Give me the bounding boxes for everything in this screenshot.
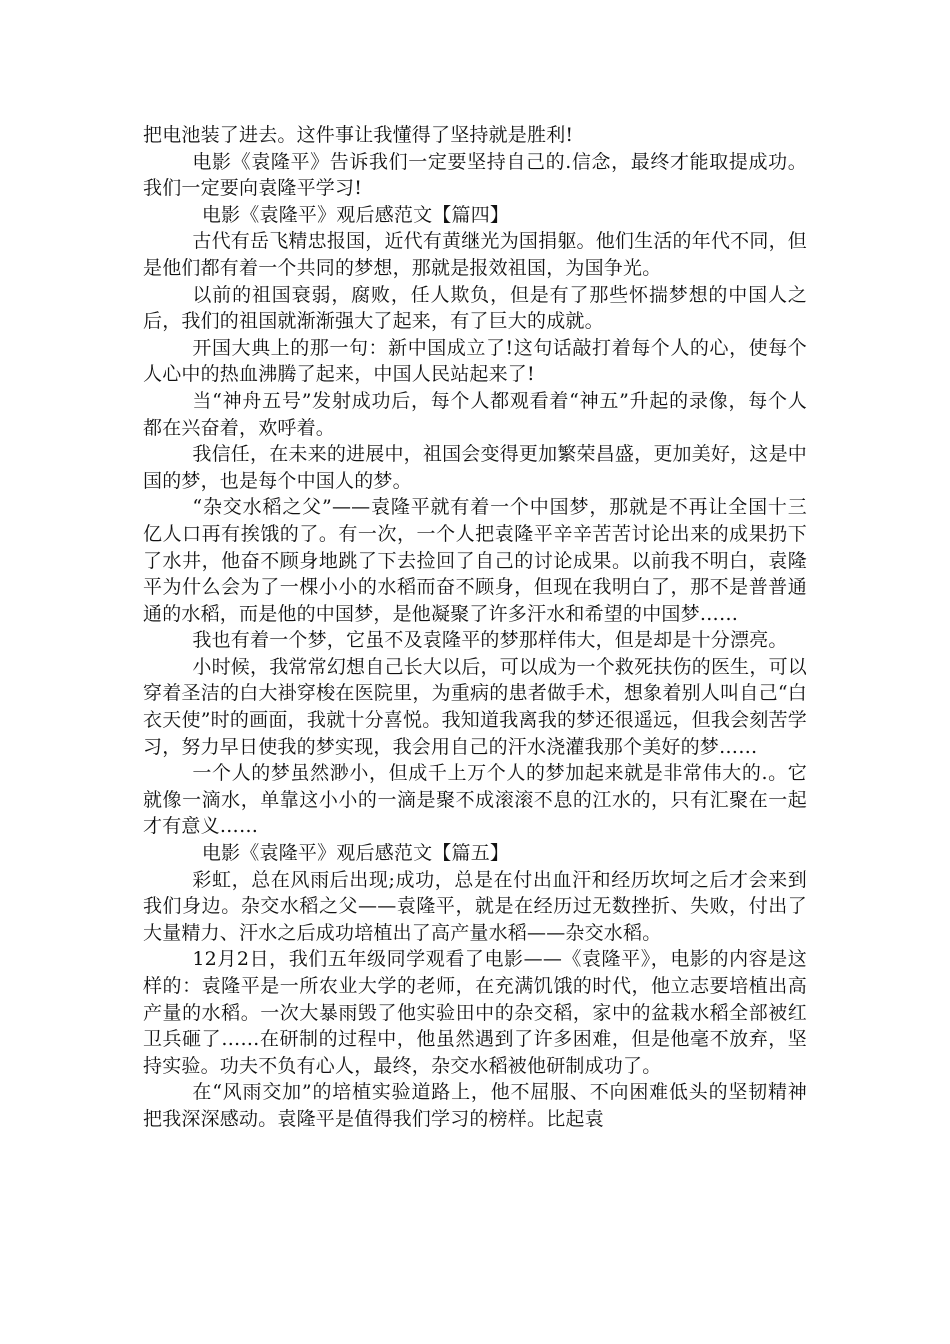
- paragraph: 开国大典上的那一句：新中国成立了!这句话敲打着每个人的心，使每个人心中的热血沸腾了起来，中国人民站起来了!: [143, 336, 807, 386]
- section-heading-5: 电影《袁隆平》观后感范文【篇五】: [201, 842, 510, 865]
- paragraph: 电影《袁隆平》告诉我们一定要坚持自己的.信念，最终才能取提成功。我们一定要向袁隆平学习!: [143, 150, 807, 200]
- paragraph: 当“神舟五号”发射成功后，每个人都观看着“神五”升起的录像，每个人都在兴奋着，欢呼着。: [143, 389, 807, 439]
- paragraph: 一个人的梦虽然渺小，但成千上万个人的梦加起来就是非常伟大的.。它就像一滴水，单靠这小小的一滴是聚不成滚滚不息的江水的，只有汇聚在一起才有意义……: [143, 762, 807, 838]
- paragraph: 在“风雨交加”的培植实验道路上，他不屈服、不向困难低头的坚韧精神把我深深感动。袁隆平是值得我们学习的榜样。比起袁: [143, 1081, 807, 1130]
- paragraph: 我也有着一个梦，它虽不及袁隆平的梦那样伟大，但是却是十分漂亮。: [192, 629, 788, 652]
- section-heading-4: 电影《袁隆平》观后感范文【篇四】: [201, 203, 510, 226]
- paragraph: 以前的祖国衰弱，腐败，任人欺负，但是有了那些怀揣梦想的中国人之后，我们的祖国就渐渐强大了起来，有了巨大的成就。: [143, 283, 807, 333]
- document-body: [143, 122, 807, 1133]
- paragraph: 古代有岳飞精忠报国，近代有黄继光为国捐躯。他们生活的年代不同，但是他们都有着一个共同的梦想，那就是报效祖国，为国争光。: [143, 230, 807, 279]
- paragraph: 我信任，在未来的进展中，祖国会变得更加繁荣昌盛，更加美好，这是中国的梦，也是每个中国人的梦。: [143, 443, 807, 492]
- paragraph: “杂交水稻之父”——袁隆平就有着一个中国梦，那就是不再让全国十三亿人口再有挨饿的了。有一次，一个人把袁隆平辛辛苦苦讨论出来的成果扔下了水井，他奋不顾身地跳了下去捡回了自己的讨论成果。以前我不明白，袁隆平为什么会为了一棵小小的水稻而奋不顾身，但现在我明白了，那不是普普通通的水稻，而是他的中国梦，是他凝聚了许多汗水和希望的中国梦……: [143, 496, 807, 625]
- paragraph: 彩虹，总在风雨后出现;成功，总是在付出血汗和经历坎坷之后才会来到我们身边。杂交水稻之父——袁隆平，就是在经历过无数挫折、失败，付出了大量精力、汗水之后成功培植出了高产量水稻——杂交水稻。: [143, 868, 807, 944]
- paragraph: 12月2日，我们五年级同学观看了电影——《袁隆平》，电影的内容是这样的：袁隆平是一所农业大学的老师，在充满饥饿的时代，他立志要培植出高产量的水稻。一次大暴雨毁了他实验田中的杂交稻，家中的盆栽水稻全部被红卫兵砸了……在研制的过程中，他虽然遇到了许多困难，但是他毫不放弃，坚持实验。功夫不负有心人，最终，杂交水稻被他研制成功了。: [143, 948, 807, 1077]
- paragraph: 小时候，我常常幻想自己长大以后，可以成为一个救死扶伤的医生，可以穿着圣洁的白大褂穿梭在医院里，为重病的患者做手术，想象着别人叫自己“白衣天使”时的画面，我就十分喜悦。我知道我离我的梦还很遥远，但我会刻苦学习，努力早日使我的梦实现，我会用自己的汗水浇灌我那个美好的梦……: [143, 655, 807, 758]
- paragraph: 把电池装了进去。这件事让我懂得了坚持就是胜利!: [143, 124, 574, 146]
